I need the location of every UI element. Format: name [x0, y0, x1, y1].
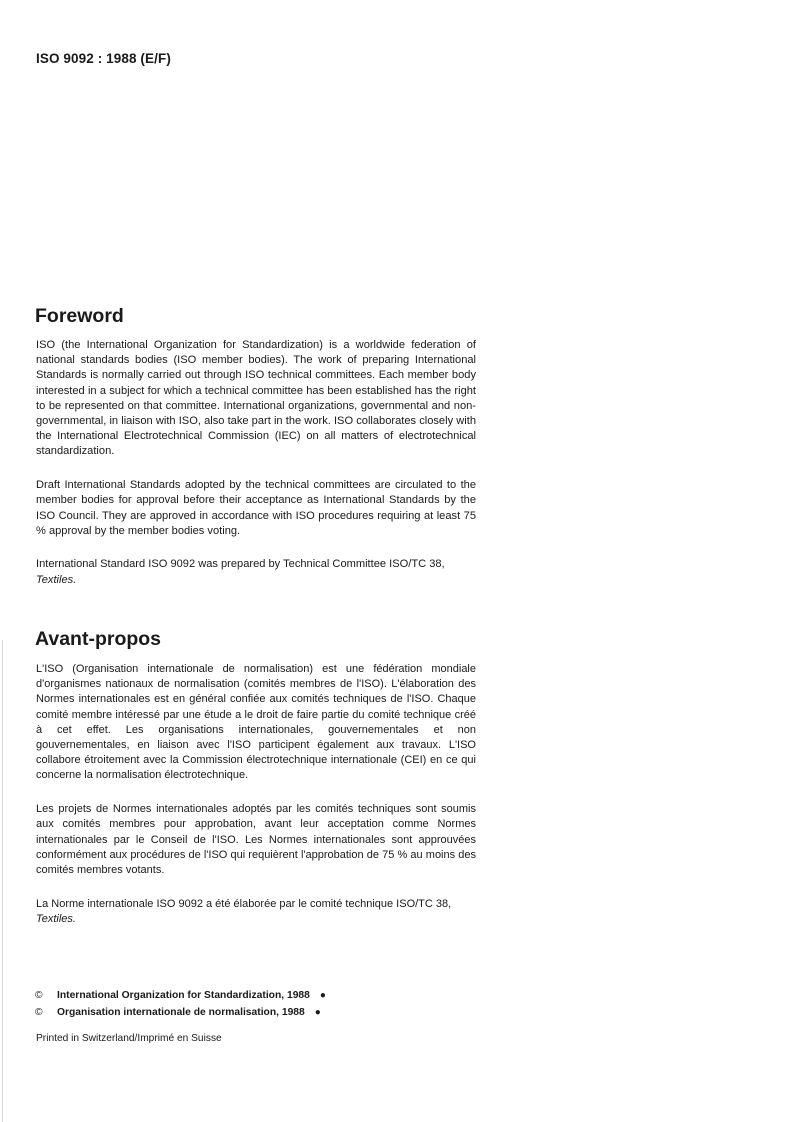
foreword-title: Foreword: [35, 305, 124, 327]
printed-in-note: Printed in Switzerland/Imprimé en Suisse: [36, 1033, 222, 1044]
avant-propos-title: Avant-propos: [35, 628, 162, 650]
avant-propos-paragraph-3-text: La Norme internationale ISO 9092 a été élaborée par le comité technique ISO/TC 38,: [36, 897, 452, 910]
copyright-icon: ©: [35, 990, 43, 1001]
foreword-paragraph-3-italic: Textiles.: [36, 573, 77, 586]
avant-propos-paragraph-3-italic: Textiles.: [36, 912, 76, 925]
bullet-icon: ●: [319, 990, 326, 1001]
copyright-french: [35, 1007, 321, 1018]
avant-propos-paragraph-3: [36, 897, 476, 927]
foreword-paragraph-1: ISO (the International Organization for Standardization) is a worldwide federation of national standards bodies (ISO member bodies). The work of preparing International Standards is normally carried out through ISO technical committees. Each member body interested in a subject for which a technical committee has been established has the right to be represented on that committee. International organizations, governmental and non-governmental, in liaison with ISO, also take part in the work. ISO collaborates closely with the International Electrotechnical Commission (IEC) on all matters of electrotechnical standardization.: [36, 339, 476, 458]
foreword-paragraph-3-text: International Standard ISO 9092 was prepared by Technical Committee ISO/TC 38,: [36, 558, 445, 571]
foreword-paragraph-2: Draft International Standards adopted by the technical committees are circulated to the member bodies for approval before their acceptance as International Standards by the ISO Council. They are approved in accordance with ISO procedures requiring at least 75 % approval by the member bodies voting.: [36, 479, 476, 537]
document-id-header: ISO 9092 : 1988 (E/F): [36, 51, 171, 66]
copyright-french-text: Organisation internationale de normalisation, 1988: [57, 1007, 305, 1018]
avant-propos-paragraph-2: Les projets de Normes internationales adoptés par les comités techniques sont soumis aux comités membres pour approbation, avant leur acceptation comme Normes internationales par le Conseil de l'ISO. Les Normes internationales sont approuvées conformément aux procédures de l'ISO qui requièrent l'approbation de 75 % au moins des comités membres votants.: [36, 803, 476, 876]
avant-propos-body: [36, 662, 476, 946]
foreword-body: [36, 338, 476, 606]
bullet-icon: ●: [314, 1007, 321, 1018]
copyright-icon: ©: [35, 1007, 43, 1018]
scan-edge-line: [2, 640, 3, 1122]
copyright-english-text: International Organization for Standardization, 1988: [57, 990, 310, 1001]
copyright-english: [35, 990, 326, 1001]
avant-propos-paragraph-1: L'ISO (Organisation internationale de normalisation) est une fédération mondiale d'organismes nationaux de normalisation (comités membres de l'ISO). L'élaboration des Normes internationales est en général confiée aux comités techniques de l'ISO. Chaque comité membre intéressé par une étude a le droit de faire partie du comité technique créé à cet effet. Les organisations internationales, gouvernementales et non gouvernementales, en liaison avec l'ISO participent également aux travaux. L'ISO collabore étroitement avec la Commission électrotechnique internationale (CEI) en ce qui concerne la normalisation électrotechnique.: [36, 663, 476, 782]
foreword-paragraph-3: [36, 557, 476, 587]
